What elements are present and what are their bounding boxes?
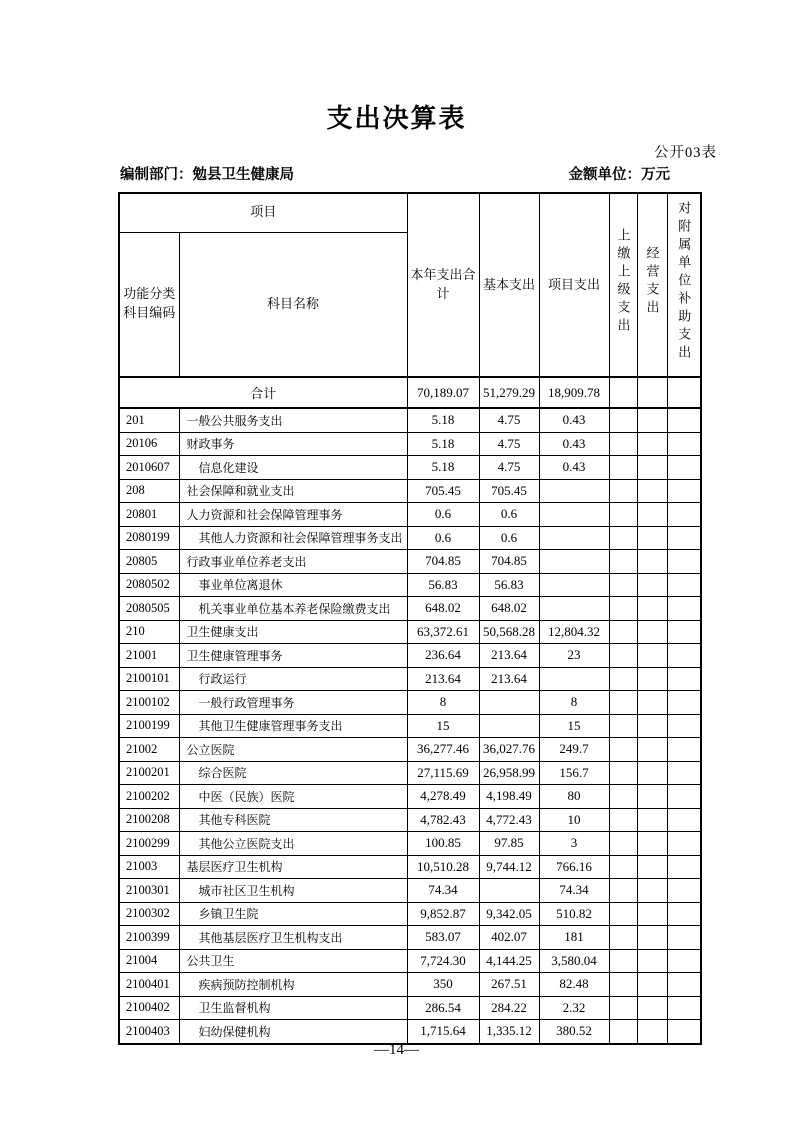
- table-row: [119, 667, 701, 691]
- basic-expense-cell: 213.64: [479, 667, 539, 691]
- upper-remit-cell: [609, 808, 637, 832]
- subject-name-cell: 城市社区卫生机构: [179, 879, 407, 903]
- operating-expense-cell: [637, 408, 667, 432]
- subsidy-cell: [667, 573, 701, 597]
- upper-remit-cell: [609, 644, 637, 668]
- project-expense-cell: 181: [539, 926, 609, 950]
- basic-expense-cell: 0.6: [479, 526, 539, 550]
- upper-remit-cell: [609, 667, 637, 691]
- upper-remit-cell: [609, 377, 637, 408]
- subject-name-cell: 综合医院: [179, 761, 407, 785]
- project-expense-cell: 3: [539, 832, 609, 856]
- operating-expense-cell: [637, 996, 667, 1020]
- project-expense-cell: 8: [539, 691, 609, 715]
- function-code-cell: 2100301: [119, 879, 179, 903]
- operating-expense-cell: [637, 832, 667, 856]
- function-code-cell: 2100201: [119, 761, 179, 785]
- upper-remit-cell: [609, 456, 637, 480]
- table-row: [119, 855, 701, 879]
- basic-expense-cell: 51,279.29: [479, 377, 539, 408]
- subsidy-cell: [667, 691, 701, 715]
- function-code-cell: 2100102: [119, 691, 179, 715]
- subsidy-cell: [667, 785, 701, 809]
- subject-name-cell: 其他人力资源和社会保障管理事务支出: [179, 526, 407, 550]
- project-expense-cell: 18,909.78: [539, 377, 609, 408]
- project-expense-cell: 3,580.04: [539, 949, 609, 973]
- annual-total-cell: 5.18: [407, 432, 479, 456]
- upper-remit-cell: [609, 503, 637, 527]
- table-row: [119, 550, 701, 574]
- header-upper-remit-text: 上缴上级支出: [615, 228, 631, 337]
- subject-name-cell: 合计: [119, 377, 407, 408]
- annual-total-cell: 213.64: [407, 667, 479, 691]
- table-body: [119, 377, 701, 1044]
- subsidy-cell: [667, 644, 701, 668]
- annual-total-cell: 286.54: [407, 996, 479, 1020]
- project-expense-cell: [539, 503, 609, 527]
- operating-expense-cell: [637, 667, 667, 691]
- subsidy-cell: [667, 408, 701, 432]
- table-row: [119, 785, 701, 809]
- basic-expense-cell: 704.85: [479, 550, 539, 574]
- upper-remit-cell: [609, 973, 637, 997]
- subject-name-cell: 一般公共服务支出: [179, 408, 407, 432]
- upper-remit-cell: [609, 832, 637, 856]
- upper-remit-cell: [609, 738, 637, 762]
- subject-name-cell: 事业单位离退休: [179, 573, 407, 597]
- header-function-code: 功能分类科目编码: [119, 232, 179, 377]
- basic-expense-cell: 4.75: [479, 432, 539, 456]
- subject-name-cell: 公共卫生: [179, 949, 407, 973]
- function-code-cell: 2100402: [119, 996, 179, 1020]
- operating-expense-cell: [637, 949, 667, 973]
- operating-expense-cell: [637, 1020, 667, 1044]
- function-code-cell: 2100208: [119, 808, 179, 832]
- project-expense-cell: 766.16: [539, 855, 609, 879]
- upper-remit-cell: [609, 761, 637, 785]
- annual-total-cell: 100.85: [407, 832, 479, 856]
- project-expense-cell: [539, 479, 609, 503]
- function-code-cell: 210: [119, 620, 179, 644]
- annual-total-cell: 648.02: [407, 597, 479, 621]
- header-subject-name: 科目名称: [179, 232, 407, 377]
- basic-expense-cell: 0.6: [479, 503, 539, 527]
- project-expense-cell: 23: [539, 644, 609, 668]
- subsidy-cell: [667, 926, 701, 950]
- basic-expense-cell: 648.02: [479, 597, 539, 621]
- project-expense-cell: 12,804.32: [539, 620, 609, 644]
- operating-expense-cell: [637, 973, 667, 997]
- annual-total-cell: 8: [407, 691, 479, 715]
- table-row: [119, 996, 701, 1020]
- basic-expense-cell: 50,568.28: [479, 620, 539, 644]
- project-expense-cell: [539, 526, 609, 550]
- page-number: —14—: [374, 1042, 419, 1058]
- project-expense-cell: 82.48: [539, 973, 609, 997]
- table-row: [119, 949, 701, 973]
- table-row: [119, 926, 701, 950]
- subject-name-cell: 社会保障和就业支出: [179, 479, 407, 503]
- upper-remit-cell: [609, 526, 637, 550]
- subject-name-cell: 机关事业单位基本养老保险缴费支出: [179, 597, 407, 621]
- project-expense-cell: 249.7: [539, 738, 609, 762]
- function-code-cell: 21001: [119, 644, 179, 668]
- basic-expense-cell: 9,744.12: [479, 855, 539, 879]
- subsidy-cell: [667, 738, 701, 762]
- upper-remit-cell: [609, 573, 637, 597]
- project-expense-cell: 0.43: [539, 408, 609, 432]
- subsidy-cell: [667, 879, 701, 903]
- basic-expense-cell: 267.51: [479, 973, 539, 997]
- annual-total-cell: 0.6: [407, 526, 479, 550]
- operating-expense-cell: [637, 456, 667, 480]
- subject-name-cell: 公立医院: [179, 738, 407, 762]
- upper-remit-cell: [609, 785, 637, 809]
- basic-expense-cell: [479, 714, 539, 738]
- function-code-cell: 201: [119, 408, 179, 432]
- function-code-cell: 21002: [119, 738, 179, 762]
- operating-expense-cell: [637, 377, 667, 408]
- function-code-cell: 208: [119, 479, 179, 503]
- function-code-cell: 2080502: [119, 573, 179, 597]
- project-expense-cell: [539, 667, 609, 691]
- basic-expense-cell: 4,198.49: [479, 785, 539, 809]
- function-code-cell: 20805: [119, 550, 179, 574]
- table-row: [119, 573, 701, 597]
- function-code-cell: 2010607: [119, 456, 179, 480]
- basic-expense-cell: 4.75: [479, 456, 539, 480]
- subject-name-cell: 卫生监督机构: [179, 996, 407, 1020]
- header-upper-remit-expense: [609, 193, 637, 377]
- upper-remit-cell: [609, 902, 637, 926]
- upper-remit-cell: [609, 691, 637, 715]
- table-header: [119, 193, 701, 377]
- upper-remit-cell: [609, 432, 637, 456]
- basic-expense-cell: 402.07: [479, 926, 539, 950]
- subject-name-cell: 乡镇卫生院: [179, 902, 407, 926]
- table-row: [119, 526, 701, 550]
- table-row: [119, 973, 701, 997]
- table-row: [119, 808, 701, 832]
- operating-expense-cell: [637, 644, 667, 668]
- annual-total-cell: 4,782.43: [407, 808, 479, 832]
- annual-total-cell: 63,372.61: [407, 620, 479, 644]
- annual-total-cell: 10,510.28: [407, 855, 479, 879]
- annual-total-cell: 27,115.69: [407, 761, 479, 785]
- annual-total-cell: 236.64: [407, 644, 479, 668]
- subject-name-cell: 其他卫生健康管理事务支出: [179, 714, 407, 738]
- function-code-cell: 2100302: [119, 902, 179, 926]
- subsidy-cell: [667, 832, 701, 856]
- subject-name-cell: 财政事务: [179, 432, 407, 456]
- project-expense-cell: 80: [539, 785, 609, 809]
- subsidy-cell: [667, 1020, 701, 1044]
- table-row: [119, 691, 701, 715]
- project-expense-cell: 15: [539, 714, 609, 738]
- operating-expense-cell: [637, 738, 667, 762]
- function-code-cell: 20801: [119, 503, 179, 527]
- basic-expense-cell: 4,144.25: [479, 949, 539, 973]
- subsidy-cell: [667, 479, 701, 503]
- operating-expense-cell: [637, 479, 667, 503]
- function-code-cell: 21004: [119, 949, 179, 973]
- operating-expense-cell: [637, 620, 667, 644]
- function-code-cell: 2080199: [119, 526, 179, 550]
- subsidy-cell: [667, 855, 701, 879]
- subject-name-cell: 妇幼保健机构: [179, 1020, 407, 1044]
- basic-expense-cell: 1,335.12: [479, 1020, 539, 1044]
- subsidy-cell: [667, 550, 701, 574]
- operating-expense-cell: [637, 855, 667, 879]
- function-code-cell: 21003: [119, 855, 179, 879]
- function-code-cell: 2100101: [119, 667, 179, 691]
- subsidy-cell: [667, 503, 701, 527]
- upper-remit-cell: [609, 879, 637, 903]
- page-title: 支出决算表: [326, 104, 467, 134]
- subsidy-cell: [667, 761, 701, 785]
- upper-remit-cell: [609, 597, 637, 621]
- subject-name-cell: 基层医疗卫生机构: [179, 855, 407, 879]
- annual-total-cell: 70,189.07: [407, 377, 479, 408]
- upper-remit-cell: [609, 996, 637, 1020]
- project-expense-cell: [539, 550, 609, 574]
- function-code-cell: 2100299: [119, 832, 179, 856]
- table-row: [119, 761, 701, 785]
- subject-name-cell: 其他公立医院支出: [179, 832, 407, 856]
- table-row: [119, 503, 701, 527]
- basic-expense-cell: [479, 879, 539, 903]
- operating-expense-cell: [637, 879, 667, 903]
- operating-expense-cell: [637, 808, 667, 832]
- project-expense-cell: 74.34: [539, 879, 609, 903]
- table-row: [119, 1020, 701, 1044]
- subject-name-cell: 一般行政管理事务: [179, 691, 407, 715]
- project-expense-cell: 10: [539, 808, 609, 832]
- table-row: [119, 456, 701, 480]
- operating-expense-cell: [637, 503, 667, 527]
- expenditure-table: [118, 192, 702, 1045]
- subsidy-cell: [667, 667, 701, 691]
- annual-total-cell: 7,724.30: [407, 949, 479, 973]
- operating-expense-cell: [637, 573, 667, 597]
- subject-name-cell: 卫生健康支出: [179, 620, 407, 644]
- annual-total-cell: 5.18: [407, 456, 479, 480]
- annual-total-cell: 705.45: [407, 479, 479, 503]
- annual-total-cell: 1,715.64: [407, 1020, 479, 1044]
- header-operating-text: 经营支出: [644, 246, 660, 319]
- annual-total-cell: 704.85: [407, 550, 479, 574]
- subsidy-cell: [667, 620, 701, 644]
- operating-expense-cell: [637, 926, 667, 950]
- header-subsidy-expense: [667, 193, 701, 377]
- subsidy-cell: [667, 714, 701, 738]
- function-code-cell: 2100199: [119, 714, 179, 738]
- table-row: [119, 620, 701, 644]
- subject-name-cell: 信息化建设: [179, 456, 407, 480]
- annual-total-cell: 74.34: [407, 879, 479, 903]
- annual-total-cell: 56.83: [407, 573, 479, 597]
- function-code-cell: 2100202: [119, 785, 179, 809]
- basic-expense-cell: 4.75: [479, 408, 539, 432]
- project-expense-cell: 380.52: [539, 1020, 609, 1044]
- annual-total-cell: 4,278.49: [407, 785, 479, 809]
- subsidy-cell: [667, 432, 701, 456]
- basic-expense-cell: 9,342.05: [479, 902, 539, 926]
- header-annual-total: 本年支出合计: [407, 193, 479, 377]
- subsidy-cell: [667, 597, 701, 621]
- table-row: [119, 902, 701, 926]
- table-row: [119, 644, 701, 668]
- upper-remit-cell: [609, 408, 637, 432]
- operating-expense-cell: [637, 526, 667, 550]
- function-code-cell: 20106: [119, 432, 179, 456]
- project-expense-cell: [539, 597, 609, 621]
- basic-expense-cell: 97.85: [479, 832, 539, 856]
- annual-total-cell: 36,277.46: [407, 738, 479, 762]
- amount-unit-label: 金额单位：万元: [568, 167, 670, 183]
- basic-expense-cell: 36,027.76: [479, 738, 539, 762]
- project-expense-cell: 2.32: [539, 996, 609, 1020]
- operating-expense-cell: [637, 597, 667, 621]
- annual-total-cell: 583.07: [407, 926, 479, 950]
- basic-expense-cell: [479, 691, 539, 715]
- operating-expense-cell: [637, 432, 667, 456]
- annual-total-cell: 0.6: [407, 503, 479, 527]
- basic-expense-cell: 4,772.43: [479, 808, 539, 832]
- table-row: [119, 479, 701, 503]
- prepared-by-label: 编制部门：勉县卫生健康局: [120, 167, 294, 183]
- basic-expense-cell: 705.45: [479, 479, 539, 503]
- annual-total-cell: 350: [407, 973, 479, 997]
- upper-remit-cell: [609, 926, 637, 950]
- upper-remit-cell: [609, 620, 637, 644]
- subsidy-cell: [667, 949, 701, 973]
- annual-total-cell: 9,852.87: [407, 902, 479, 926]
- subsidy-cell: [667, 377, 701, 408]
- subsidy-cell: [667, 973, 701, 997]
- function-code-cell: 2100401: [119, 973, 179, 997]
- operating-expense-cell: [637, 714, 667, 738]
- subject-name-cell: 行政事业单位养老支出: [179, 550, 407, 574]
- table-row: [119, 597, 701, 621]
- upper-remit-cell: [609, 1020, 637, 1044]
- subsidy-cell: [667, 902, 701, 926]
- table-row: [119, 432, 701, 456]
- subsidy-cell: [667, 456, 701, 480]
- subject-name-cell: 卫生健康管理事务: [179, 644, 407, 668]
- basic-expense-cell: 56.83: [479, 573, 539, 597]
- upper-remit-cell: [609, 550, 637, 574]
- header-operating-expense: [637, 193, 667, 377]
- subsidy-cell: [667, 808, 701, 832]
- operating-expense-cell: [637, 691, 667, 715]
- header-subsidy-text: 对附属单位补助支出: [676, 201, 692, 364]
- subject-name-cell: 其他专科医院: [179, 808, 407, 832]
- operating-expense-cell: [637, 785, 667, 809]
- project-expense-cell: 156.7: [539, 761, 609, 785]
- upper-remit-cell: [609, 949, 637, 973]
- table-row: [119, 738, 701, 762]
- project-expense-cell: [539, 573, 609, 597]
- table-row: [119, 408, 701, 432]
- upper-remit-cell: [609, 714, 637, 738]
- subject-name-cell: 疾病预防控制机构: [179, 973, 407, 997]
- basic-expense-cell: 213.64: [479, 644, 539, 668]
- project-expense-cell: 0.43: [539, 432, 609, 456]
- upper-remit-cell: [609, 479, 637, 503]
- basic-expense-cell: 26,958.99: [479, 761, 539, 785]
- subject-name-cell: 人力资源和社会保障管理事务: [179, 503, 407, 527]
- function-code-cell: 2080505: [119, 597, 179, 621]
- project-expense-cell: 510.82: [539, 902, 609, 926]
- annual-total-cell: 15: [407, 714, 479, 738]
- header-project-expense: 项目支出: [539, 193, 609, 377]
- subsidy-cell: [667, 526, 701, 550]
- form-number-label: 公开03表: [654, 145, 717, 161]
- table-row: [119, 879, 701, 903]
- table-row: [119, 832, 701, 856]
- table-row: [119, 377, 701, 408]
- operating-expense-cell: [637, 550, 667, 574]
- header-project-group: 项目: [119, 193, 407, 232]
- subject-name-cell: 行政运行: [179, 667, 407, 691]
- function-code-cell: 2100403: [119, 1020, 179, 1044]
- basic-expense-cell: 284.22: [479, 996, 539, 1020]
- subject-name-cell: 其他基层医疗卫生机构支出: [179, 926, 407, 950]
- subsidy-cell: [667, 996, 701, 1020]
- operating-expense-cell: [637, 761, 667, 785]
- project-expense-cell: 0.43: [539, 456, 609, 480]
- table-row: [119, 714, 701, 738]
- subject-name-cell: 中医（民族）医院: [179, 785, 407, 809]
- annual-total-cell: 5.18: [407, 408, 479, 432]
- header-basic-expense: 基本支出: [479, 193, 539, 377]
- operating-expense-cell: [637, 902, 667, 926]
- function-code-cell: 2100399: [119, 926, 179, 950]
- upper-remit-cell: [609, 855, 637, 879]
